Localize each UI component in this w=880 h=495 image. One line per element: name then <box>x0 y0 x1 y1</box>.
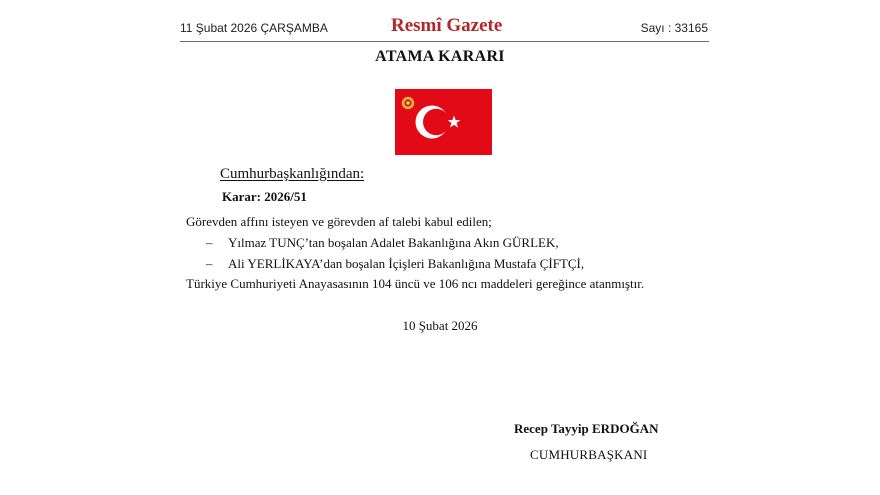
decision-number: Karar: 2026/51 <box>222 189 307 204</box>
appointment-text: Yılmaz TUNÇ’tan boşalan Adalet Bakanlığına Akın GÜRLEK, <box>228 235 559 250</box>
issue-number: Sayı : 33165 <box>640 21 708 35</box>
list-dash: – <box>206 235 213 250</box>
closing-paragraph: Türkiye Cumhuriyeti Anayasasının 104 üncü ve 106 ncı maddeleri gereğince atanmıştır. <box>186 276 645 291</box>
decision-date: 10 Şubat 2026 <box>402 318 478 333</box>
list-dash: – <box>206 256 213 271</box>
appointment-text: Ali YERLİKAYA’dan boşalan İçişleri Bakanlığına Mustafa ÇİFTÇİ, <box>228 256 585 271</box>
document-title: ATAMA KARARI <box>375 48 505 65</box>
issuing-authority: Cumhurbaşkanlığından: <box>220 166 365 182</box>
header-divider <box>180 41 709 42</box>
signer-name: Recep Tayyip ERDOĞAN <box>514 421 659 436</box>
signer-title: CUMHURBAŞKANI <box>530 447 648 462</box>
gazette-masthead: Resmî Gazete <box>391 15 503 36</box>
emblem-sun <box>406 101 409 104</box>
flag-crescent-inner <box>423 109 449 135</box>
list-item <box>206 256 584 277</box>
intro-paragraph: Görevden affını isteyen ve görevden af talebi kabul edilen; <box>186 214 492 229</box>
header-date: 11 Şubat 2026 ÇARŞAMBA <box>180 21 328 35</box>
list-item <box>206 235 584 256</box>
appointment-list <box>206 235 584 277</box>
turkish-flag-icon <box>395 89 492 155</box>
